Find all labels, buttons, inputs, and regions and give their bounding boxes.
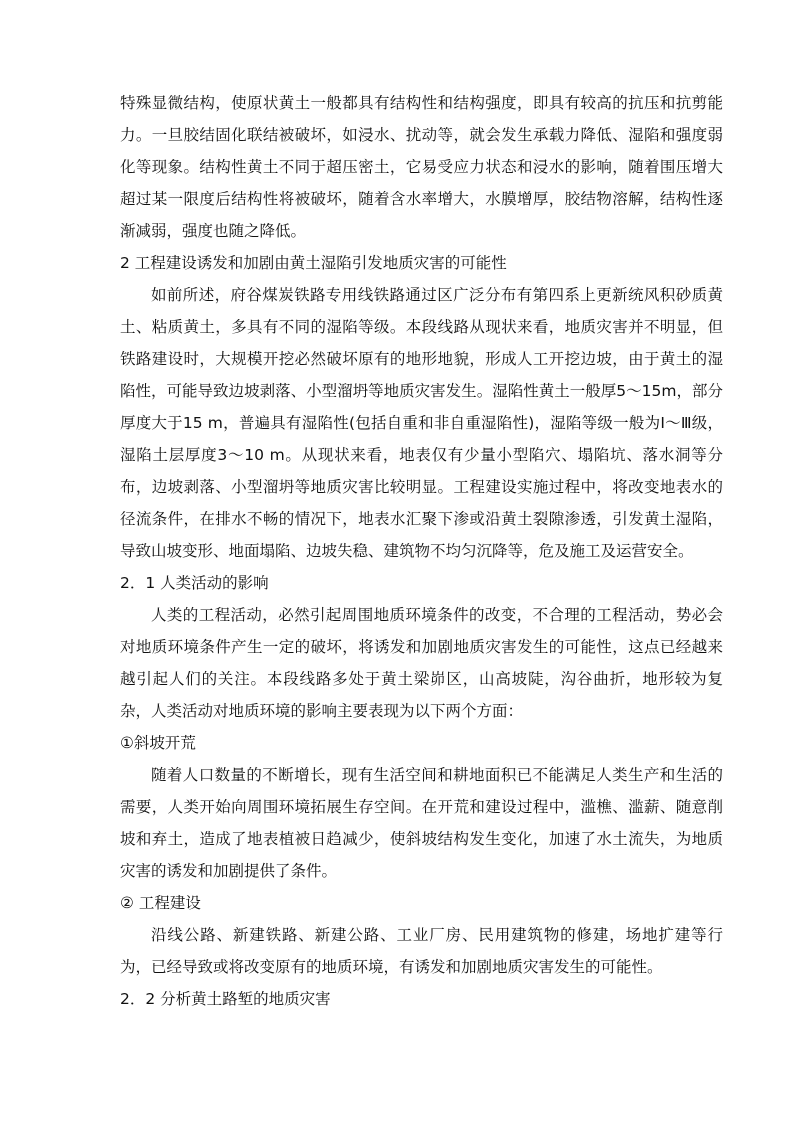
paragraph-slope-reclamation: 随着人口数量的不断增长，现有生活空间和耕地面积已不能满足人类生产和生活的需要，人类开始向周围环境拓展生存空间。在开荒和建设过程中，滥樵、滥薪、随意削坡和弃土，造成了地表植被日趋减少，使斜坡结构发生变化，加速了水土流失，为地质灾害的诱发和加剧提供了条件。: [120, 766, 723, 880]
document-body: [120, 87, 723, 1015]
paragraph-railway-collapsibility: 如前所述，府谷煤炭铁路专用线铁路通过区广泛分布有第四系上更新统风积砂质黄土、粘质黄土，多具有不同的湿陷等级。本段线路从现状来看，地质灾害并不明显，但铁路建设时，大规模开挖必然破坏原有的地形地貌，形成人工开挖边坡，由于黄土的湿陷性，可能导致边坡剥落、小型溜坍等地质灾害发生。湿陷性黄土一般厚5～15m，部分厚度大于15 m，普遍具有湿陷性(包括自重和非自重湿陷性)，湿陷等级一般为Ⅰ～Ⅲ级，湿陷土层厚度3～10 m。从现状来看，地表仅有少量小型陷穴、塌陷坑、落水洞等分布，边坡剥落、小型溜坍等地质灾害比较明显。工程建设实施过程中，将改变地表水的径流条件，在排水不畅的情况下，地表水汇聚下渗或沿黄土裂隙渗透，引发黄土湿陷，导致山坡变形、地面塌陷、边坡失稳、建筑物不均匀沉降等，危及施工及运营安全。: [120, 286, 723, 560]
section-heading-2-1: 2．1 人类活动的影响: [120, 574, 269, 592]
subheading-engineering-construction: ② 工程建设: [120, 894, 201, 912]
paragraph-loess-structure: 特殊显微结构，使原状黄土一般都具有结构性和结构强度，即具有较高的抗压和抗剪能力。一旦胶结固化联结被破坏，如浸水、扰动等，就会发生承载力降低、湿陷和强度弱化等现象。结构性黄土不同于超压密土，它易受应力状态和浸水的影响，随着围压增大超过某一限度后结构性将被破坏，随着含水率增大，水膜增厚，胶结物溶解，结构性逐渐减弱，强度也随之降低。: [120, 94, 723, 240]
subheading-slope-reclamation: ①斜坡开荒: [120, 734, 196, 752]
paragraph-engineering-construction: 沿线公路、新建铁路、新建公路、工业厂房、民用建筑物的修建，场地扩建等行为，已经导致或将改变原有的地质环境，有诱发和加剧地质灾害发生的可能性。: [120, 926, 723, 976]
section-heading-2-2: 2．2 分析黄土路堑的地质灾害: [120, 990, 331, 1008]
section-heading-2: 2 工程建设诱发和加剧由黄土湿陷引发地质灾害的可能性: [120, 254, 507, 272]
paragraph-human-activity: 人类的工程活动，必然引起周围地质环境条件的改变，不合理的工程活动，势必会对地质环境条件产生一定的破坏，将诱发和加剧地质灾害发生的可能性，这点已经越来越引起人们的关注。本段线路多处于黄土梁峁区，山高坡陡，沟谷曲折，地形较为复杂，人类活动对地质环境的影响主要表现为以下两个方面：: [120, 606, 723, 720]
